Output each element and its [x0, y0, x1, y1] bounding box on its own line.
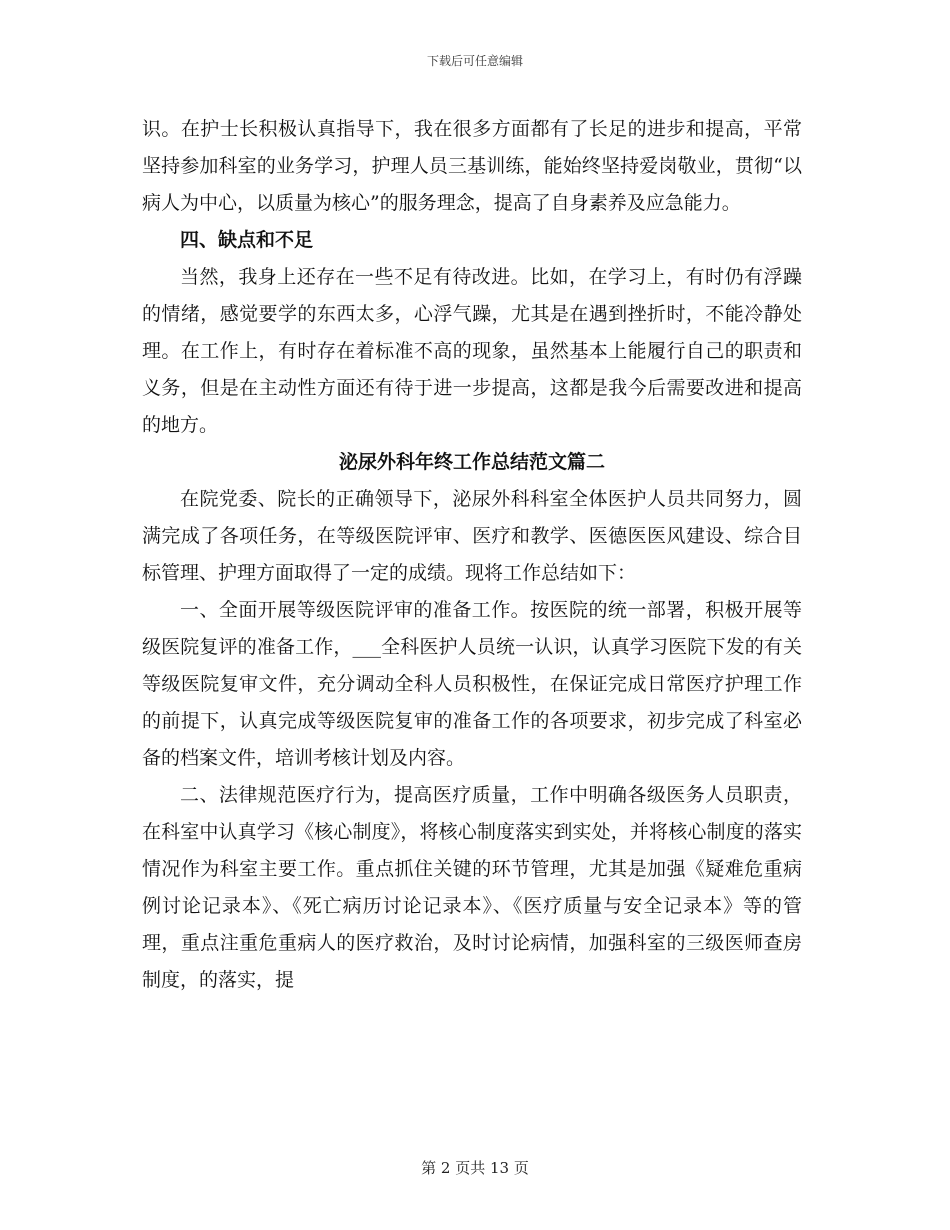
document-body — [142, 111, 802, 999]
article-title: 泌尿外科年终工作总结范文篇二 — [338, 451, 605, 473]
paragraph-continuation: 识。在护士长积极认真指导下，我在很多方面都有了长足的进步和提高，平常坚持参加科室的业务学习，护理人员三基训练，能始终坚持爱岗敬业，贯彻“以病人为中心，以质量为核心”的服务理念，提高了自身素养及应急能力。 — [142, 118, 802, 214]
paragraph-item-1: 一、全面开展等级医院评审的准备工作。按医院的统一部署，积极开展等级医院复评的准备工作，___全科医护人员统一认识，认真学习医院下发的有关等级医院复审文件，充分调动全科人员积极性，在保证完成日常医疗护理工作的前提下，认真完成等级医院复审的准备工作的各项要求，初步完成了科室必备的档案文件，培训考核计划及内容。 — [142, 599, 802, 769]
page-header: 下载后可任意编辑 — [426, 54, 523, 68]
paragraph-shortcomings: 当然，我身上还存在一些不足有待改进。比如，在学习上，有时仍有浮躁的情绪，感觉要学的东西太多，心浮气躁，尤其是在遇到挫折时，不能冷静处理。在工作上，有时存在着标准不高的现象，虽然基本上能履行自己的职责和义务，但是在主动性方面还有待于进一步提高，这都是我今后需要改进和提高的地方。 — [142, 266, 802, 436]
section-heading-shortcomings: 四、缺点和不足 — [180, 229, 314, 251]
page-footer: 第 2 页共 13 页 — [421, 1159, 529, 1177]
paragraph-item-2: 二、法律规范医疗行为，提高医疗质量，工作中明确各级医务人员职责，在科室中认真学习《核心制度》，将核心制度落实到实处，并将核心制度的落实情况作为科室主要工作。重点抓住关键的环节管理，尤其是加强《疑难危重病例讨论记录本》、《死亡病历讨论记录本》、《医疗质量与安全记录本》等的管理，重点注重危重病人的医疗救治，及时讨论病情，加强科室的三级医师查房制度，的落实，提 — [142, 784, 802, 991]
paragraph-intro: 在院党委、院长的正确领导下，泌尿外科科室全体医护人员共同努力，圆满完成了各项任务，在等级医院评审、医疗和教学、医德医医风建设、综合目标管理、护理方面取得了一定的成绩。现将工作总结如下： — [142, 488, 802, 584]
